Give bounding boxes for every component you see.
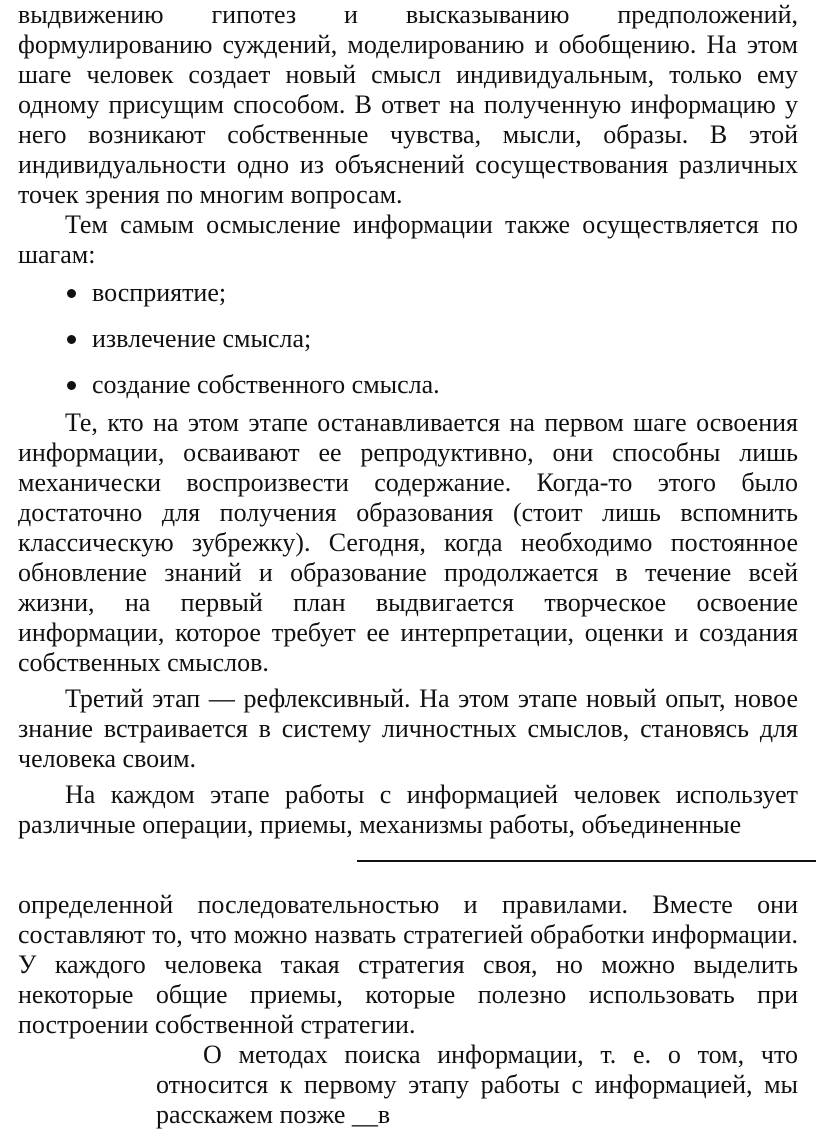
list-item-text: восприятие;: [92, 278, 227, 307]
page-upper-text: [18, 0, 798, 840]
list-item: [18, 362, 798, 408]
bullet-icon: [67, 381, 76, 390]
paragraph-reproductive: Те, кто на этом этапе останавливается на первом шаге освоения информации, осваивают ее репродуктивно, они способны лишь механически воспроизвести содержание. Когда-то этого было достаточно для получения образования (стоит лишь вспомнить классическую зубрежку). Сегодня, когда необходимо постоянное обновление знаний и образование продолжается в течение всей жизни, на первый план выдвигается творческое освоение информации, которое требует ее интерпретации, оценки и создания собственных смыслов.: [18, 408, 798, 677]
paragraph-third-stage: Третий этап — рефлексивный. На этом этапе новый опыт, новое знание встраивается в систему личностных смыслов, становясь для человека своим.: [18, 684, 798, 773]
list-item: [18, 316, 798, 362]
paragraph-strategy: определенной последовательностью и правилами. Вместе они составляют то, что можно назвать стратегией обработки информации. У каждого человека такая стратегия своя, но можно выделить некоторые общие приемы, которые полезно использовать при построении собственной стратегии.: [18, 890, 798, 1039]
list-item-text: создание собственного смысла.: [92, 370, 440, 399]
paragraph-steps-intro: Тем самым осмысление информации также осуществляется по шагам:: [18, 210, 798, 269]
list-item: [18, 270, 798, 316]
page-lower-text: [18, 890, 798, 1130]
paragraph-continuation: выдвижению гипотез и высказыванию предположений, формулированию суждений, моделированию и обобщению. На этом шаге человек создает новый смысл индивидуальным, только ему одному присущим способом. В ответ на полученную информацию у него возникают собственные чувства, мысли, образы. В этой индивидуальности одно из объяснений сосуществования различных точек зрения по многим вопросам.: [18, 0, 798, 209]
bullet-icon: [67, 289, 76, 298]
note-search-methods: О методах поиска информации, т. е. о том, что относится к первому этапу работы с информацией, мы расскажем позже __в: [156, 1040, 798, 1129]
bullet-icon: [67, 335, 76, 344]
steps-list: [18, 270, 798, 408]
section-divider: [357, 860, 816, 862]
paragraph-operations: На каждом этапе работы с информацией человек использует различные операции, приемы, механизмы работы, объединенные: [18, 780, 798, 839]
list-item-text: извлечение смысла;: [92, 324, 312, 353]
